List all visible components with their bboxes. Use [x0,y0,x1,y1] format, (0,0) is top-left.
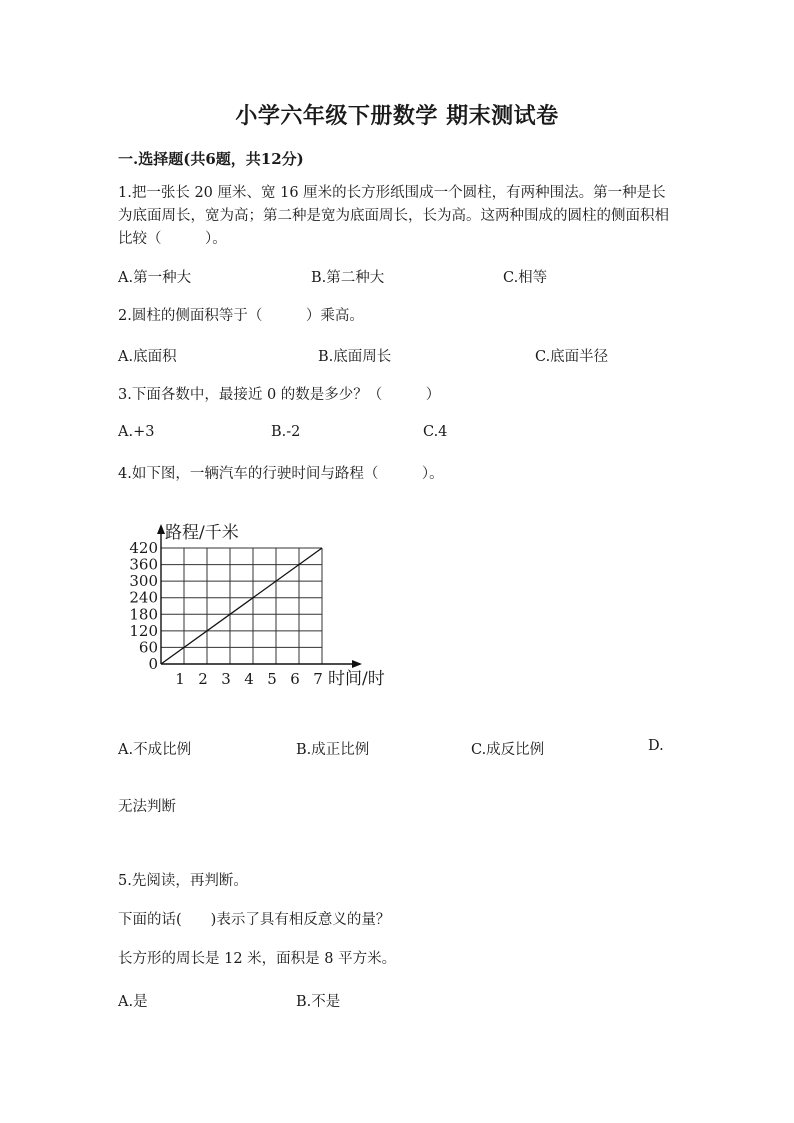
question-2-option-a[interactable]: A.底面积 [118,349,177,365]
chart-ticks [129,539,322,688]
y-tick-label-120: 120 [129,621,158,640]
question-4-option-a[interactable]: A.不成比例 [118,742,192,758]
x-tick-label-6: 6 [290,670,300,688]
question-2-option-b[interactable]: B.底面周长 [318,349,392,365]
series-line-0 [161,548,322,664]
y-tick-label-240: 240 [129,588,158,607]
y-tick-label-300: 300 [129,572,158,591]
y-tick-label-60: 60 [138,638,158,657]
question-5-text: 5.先阅读，再判断。 [118,873,248,889]
question-4-option-d-text: 无法判断 [118,799,176,815]
question-4-option-d[interactable]: D. [648,738,664,754]
question-3-option-c[interactable]: C.4 [423,424,448,440]
chart-series [161,548,322,664]
x-tick-label-4: 4 [244,670,254,688]
question-4-option-c[interactable]: C.成反比例 [471,742,545,758]
question-5-prompt: 下面的话( )表示了具有相反意义的量？ [118,912,391,928]
page-title: 小学六年级下册数学 期末测试卷 [235,103,559,129]
x-axis-arrow [352,660,362,668]
x-tick-label-7: 7 [313,670,323,688]
question-5-statement: 长方形的周长是 12 米，面积是 8 平方米。 [118,951,397,967]
question-5-option-b[interactable]: B.不是 [296,994,341,1010]
x-tick-label-1: 1 [175,670,185,688]
question-2-text: 2.圆柱的侧面积等于（ ）乘高。 [118,308,364,324]
chart-x-axis-label: 时间/时 [328,669,385,689]
y-tick-label-180: 180 [129,605,158,624]
y-tick-label-420: 420 [129,539,158,557]
question-1-text: 1.把一张长 20 厘米、宽 16 厘米的长方形纸围成一个圆柱，有两种围法。第一种是长为底面周长，宽为高；第二种是宽为底面周长，长为高。这两种围成的圆柱的侧面积相比较（ ）。 [118,185,669,247]
question-5-option-a[interactable]: A.是 [118,994,148,1010]
question-3-option-b[interactable]: B.-2 [271,424,301,440]
chart-axes [157,524,362,668]
distance-time-chart [118,512,418,692]
question-1-option-c[interactable]: C.相等 [503,270,548,286]
x-tick-label-5: 5 [267,670,277,688]
question-3-option-a[interactable]: A.+3 [118,424,155,440]
question-4-option-b[interactable]: B.成正比例 [296,742,370,758]
y-tick-label-0: 0 [148,655,158,673]
question-1-option-a[interactable]: A.第一种大 [118,270,192,286]
question-2-option-c[interactable]: C.底面半径 [535,349,609,365]
question-3-text: 3.下面各数中，最接近 0 的数是多少？（ ） [118,387,441,403]
section-heading: 一.选择题(共6题，共12分) [118,150,304,168]
x-tick-label-2: 2 [198,670,208,688]
question-1-option-b[interactable]: B.第二种大 [311,270,385,286]
question-4-text: 4.如下图，一辆汽车的行驶时间与路程（ ）。 [118,466,444,482]
chart-y-axis-label: 路程/千米 [165,523,239,543]
y-tick-label-360: 360 [129,555,158,574]
y-axis-arrow [157,524,165,534]
x-tick-label-3: 3 [221,670,231,688]
